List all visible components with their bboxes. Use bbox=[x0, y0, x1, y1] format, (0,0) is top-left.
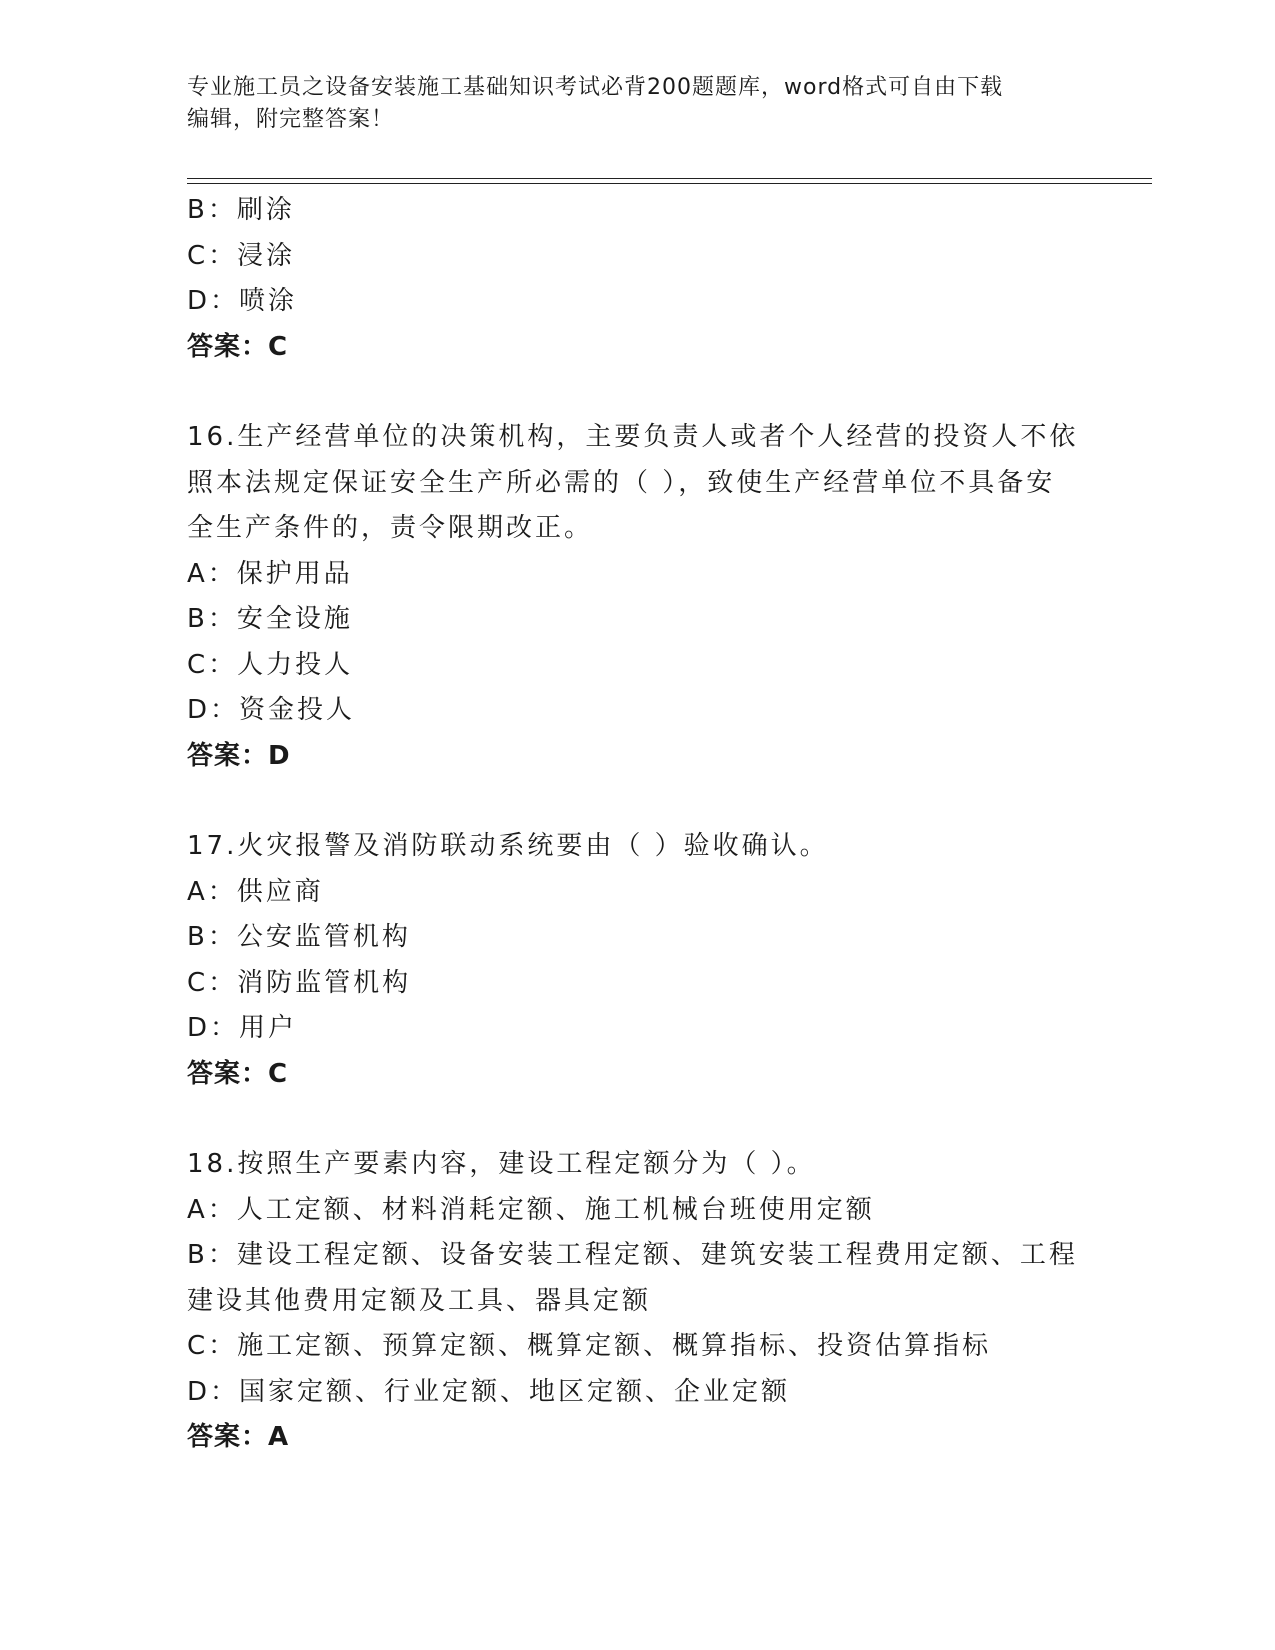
answer: 答案：C bbox=[187, 1058, 289, 1089]
header-line-2: 编辑，附完整答案！ bbox=[187, 107, 395, 132]
question-17 bbox=[187, 824, 1087, 1097]
option-a: A：保护用品 bbox=[187, 558, 353, 589]
option-a: A：人工定额、材料消耗定额、施工机械台班使用定额 bbox=[187, 1194, 875, 1225]
option-d: D：国家定额、行业定额、地区定额、企业定额 bbox=[187, 1376, 791, 1407]
option-d: D：喷涂 bbox=[187, 286, 298, 316]
option-d: D：资金投人 bbox=[187, 695, 356, 725]
answer: 答案：D bbox=[187, 740, 291, 771]
option-a: A：供应商 bbox=[187, 876, 324, 907]
option-c: C：施工定额、预算定额、概算定额、概算指标、投资估算指标 bbox=[187, 1331, 992, 1361]
option-c: C：消防监管机构 bbox=[187, 967, 412, 998]
option-b: B：建设工程定额、设备安装工程定额、建筑安装工程费用定额、工程 bbox=[187, 1240, 1078, 1270]
question-stem-line: 17.火灾报警及消防联动系统要由（ ）验收确认。 bbox=[187, 831, 829, 861]
question-stem-line: 18.按照生产要素内容，建设工程定额分为（ ）。 bbox=[187, 1149, 816, 1179]
header-line-1: 专业施工员之设备安装施工基础知识考试必背200题题库，word格式可自由下载 bbox=[187, 75, 1004, 100]
question-15-tail bbox=[187, 188, 1087, 1461]
option-b-continued: 建设其他费用定额及工具、器具定额 bbox=[187, 1285, 652, 1316]
question-stem-line: 全生产条件的，责令限期改正。 bbox=[187, 513, 594, 543]
option-b: B：公安监管机构 bbox=[187, 922, 411, 952]
question-stem-line: 16.生产经营单位的决策机构，主要负责人或者个人经营的投资人不依 bbox=[187, 422, 1079, 452]
option-c: C：浸涂 bbox=[187, 240, 296, 271]
option-b: B：安全设施 bbox=[187, 604, 353, 634]
question-16 bbox=[187, 415, 1087, 779]
answer: 答案：A bbox=[187, 1422, 290, 1452]
document-header bbox=[187, 72, 1087, 136]
header-divider-top bbox=[187, 178, 1152, 179]
answer: 答案：C bbox=[187, 331, 289, 362]
header-divider-bottom bbox=[187, 183, 1152, 184]
question-stem-line: 照本法规定保证安全生产所必需的（ ），致使生产经营单位不具备安 bbox=[187, 467, 1056, 498]
option-b: B：刷涂 bbox=[187, 195, 295, 225]
question-18 bbox=[187, 1142, 1087, 1461]
option-c: C：人力投人 bbox=[187, 649, 354, 680]
option-d: D：用户 bbox=[187, 1013, 298, 1043]
